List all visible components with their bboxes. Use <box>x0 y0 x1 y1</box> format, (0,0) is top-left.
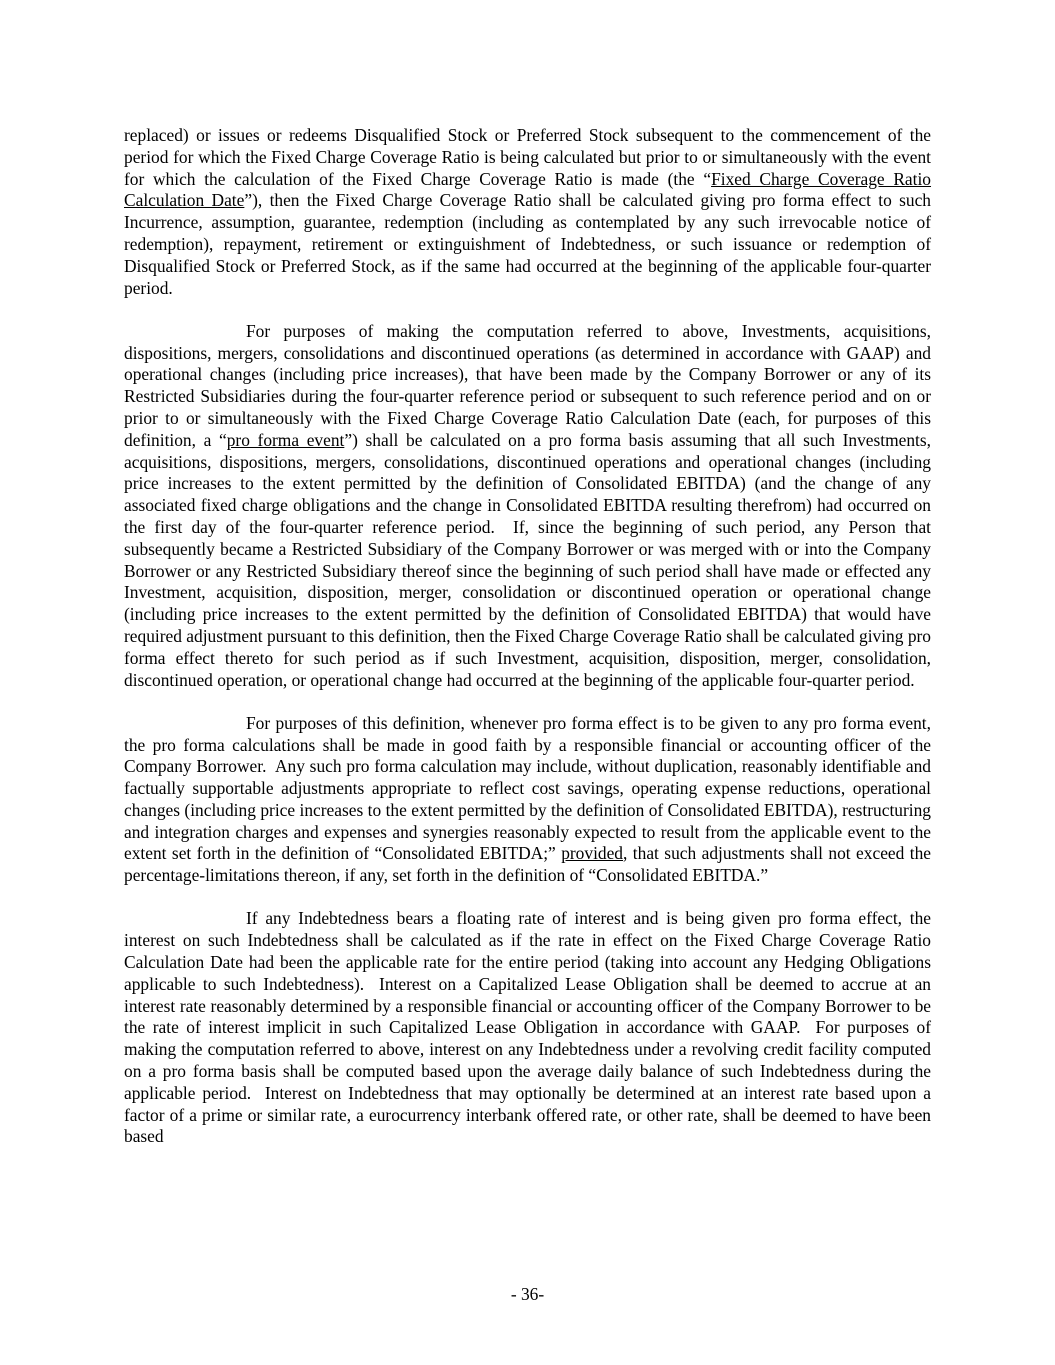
paragraph-1 <box>124 125 931 299</box>
page-number: - 36- <box>510 1284 545 1304</box>
paragraph-2-text-a: For purposes of making the computation referred to above, Investments, acquisitions, dispositions, mergers, consolidations and discontinued operations (as determined in accordance with GAAP) and operational changes (including price increases), that have been made by the Company Borrower or any of its Restricted Subsidiaries during the four-quarter reference period or subsequent to such reference period and on or prior to or simultaneously with the Fixed Charge Coverage Ratio Calculation Date (each, for purposes of this definition, a “ <box>124 320 931 450</box>
defined-term-calculation-date: Fixed Charge Coverage Ratio Calculation Date <box>124 168 932 211</box>
paragraph-1-text-a: replaced) or issues or redeems Disqualified Stock or Preferred Stock subsequent to the commencement of the period for which the Fixed Charge Coverage Ratio is being calculated but prior to or simultaneously with the event for which the calculation of the Fixed Charge Coverage Ratio is made (the “ <box>124 125 931 189</box>
paragraph-2 <box>124 321 931 692</box>
document-body <box>124 125 931 1170</box>
paragraph-2-text-b: ”) shall be calculated on a pro forma basis assuming that all such Investments, acquisitions, dispositions, mergers, consolidations, discontinued operations and operational changes (including price increases to the extent permitted by the definition of Consolidated EBITDA) (and the change of any associated fixed charge obligations and the change in Consolidated EBITDA resulting therefrom) had occurred on the first day of the four-quarter reference period. If, since the beginning of such period, any Person that subsequently became a Restricted Subsidiary of the Company Borrower or was merged with or into the Company Borrower or any Restricted Subsidiary thereof since the beginning of such period shall have made or effected any Investment, acquisition, disposition, merger, consolidation or discontinued operation or operational change (including price increases to the extent permitted by the definition of Consolidated EBITDA) that would have required adjustment pursuant to this definition, then the Fixed Charge Coverage Ratio shall be calculated giving pro forma effect thereto for such period as if such Investment, acquisition, disposition, merger, consolidation, discontinued operation, or operational change had occurred at the beginning of the applicable four-quarter period. <box>124 429 931 690</box>
paragraph-3-text-b: , that such adjustments shall not exceed the percentage-limitations thereon, if any, set forth in the definition of “Consolidated EBITDA.” <box>124 843 931 886</box>
paragraph-3 <box>124 713 931 887</box>
term-provided: provided <box>561 843 624 864</box>
paragraph-1-text-b: ”), then the Fixed Charge Coverage Ratio shall be calculated giving pro forma effect to such Incurrence, assumption, guarantee, redemption (including as contemplated by any such irrevocable notice of redemption), repayment, retirement or extinguishment of Indebtedness, or such issuance or redemption of Disqualified Stock or Preferred Stock, as if the same had occurred at the beginning of the applicable four-quarter period. <box>124 190 931 298</box>
paragraph-4 <box>124 908 931 1148</box>
paragraph-4-text: If any Indebtedness bears a floating rate of interest and is being given pro forma effect, the interest on such Indebtedness shall be calculated as if the rate in effect on the Fixed Charge Coverage Ratio Calculation Date had been the applicable rate for the entire period (taking into account any Hedging Obligations applicable to such Indebtedness). Interest on a Capitalized Lease Obligation shall be deemed to accrue at an interest rate reasonably determined by a responsible financial or accounting officer of the Company Borrower to be the rate of interest implicit in such Capitalized Lease Obligation in accordance with GAAP. For purposes of making the computation referred to above, interest on any Indebtedness under a revolving credit facility computed on a pro forma basis shall be computed based upon the average daily balance of such Indebtedness during the applicable period. Interest on Indebtedness that may optionally be determined at an interest rate based upon a factor of a prime or similar rate, a eurocurrency interbank offered rate, or other rate, shall be deemed to have been based <box>124 908 931 1147</box>
defined-term-pro-forma-event: pro forma event <box>226 429 345 450</box>
paragraph-3-text-a: For purposes of this definition, whenever pro forma effect is to be given to any pro forma event, the pro forma calculations shall be made in good faith by a responsible financial or accounting officer of the Company Borrower. Any such pro forma calculation may include, without duplication, reasonably identifiable and factually supportable adjustments appropriate to reflect cost savings, operating expense reductions, operational changes (including price increases to the extent permitted by the definition of Consolidated EBITDA), restructuring and integration charges and expenses and synergies reasonably expected to result from the applicable event to the extent set forth in the definition of “Consolidated EBITDA;” <box>124 712 931 864</box>
